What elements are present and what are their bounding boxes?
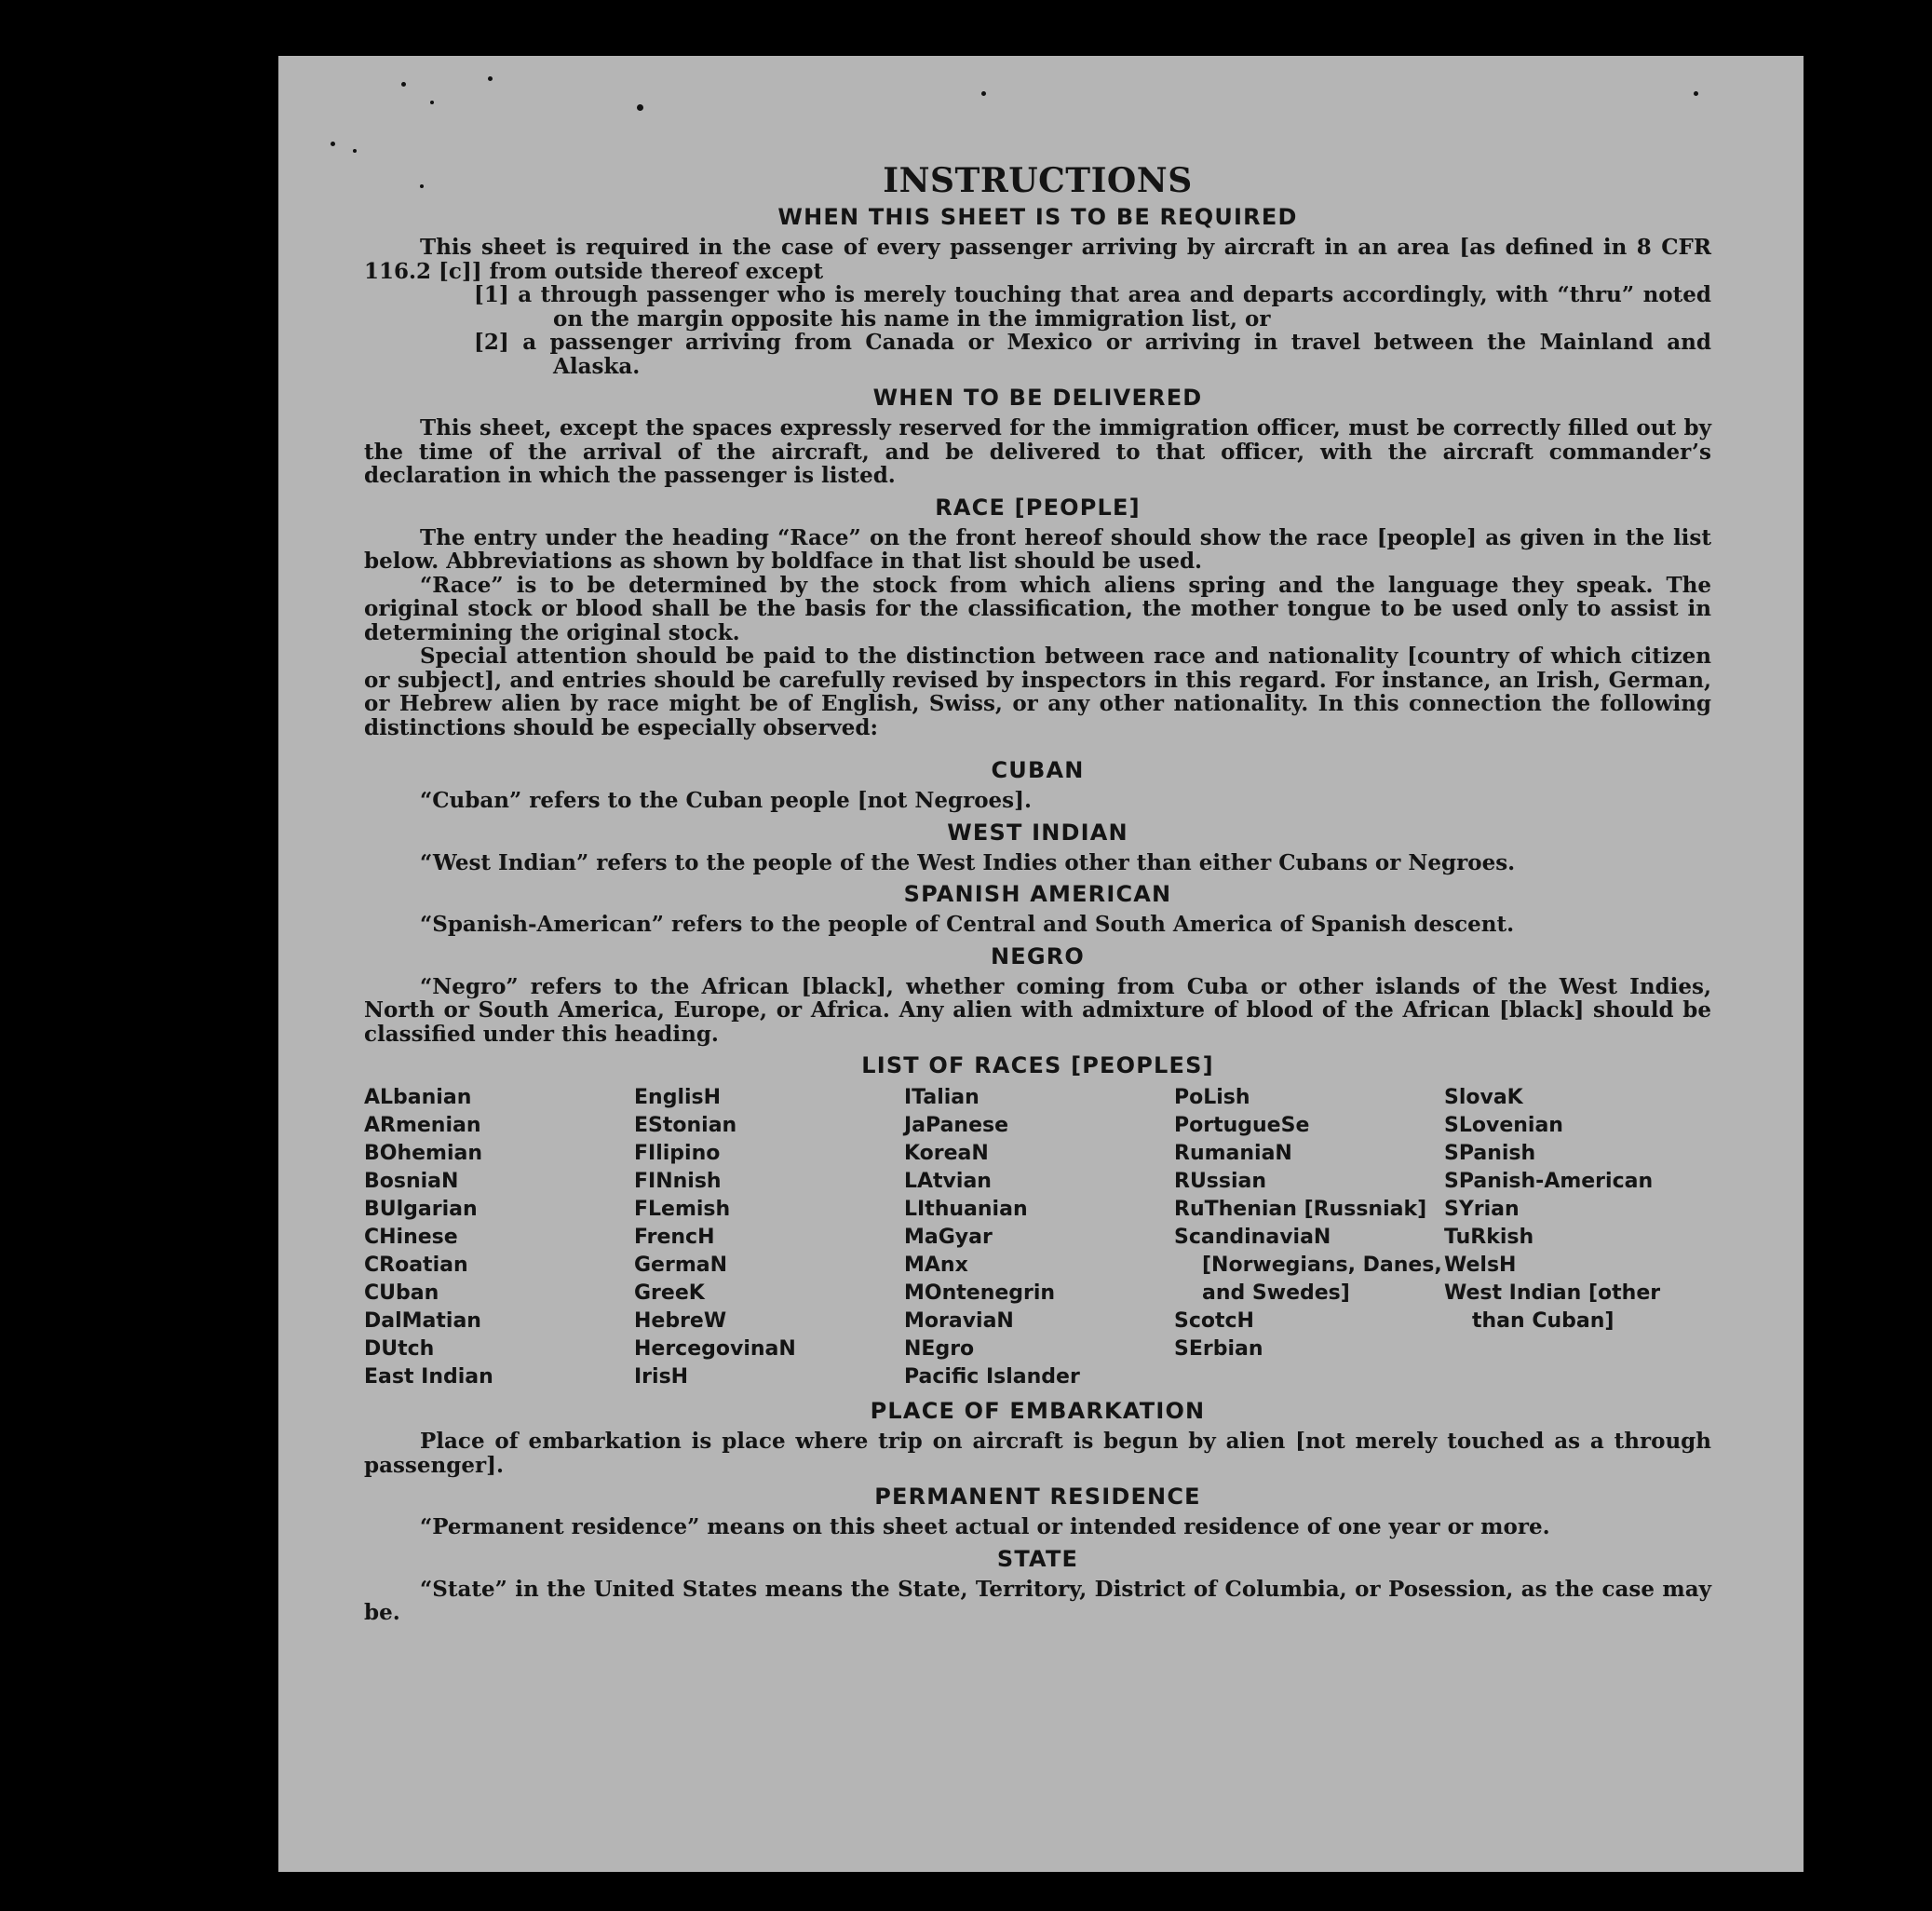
race-entry: SPanish: [1444, 1142, 1536, 1165]
race-entry: ScandinaviaN [Norwegians, Danes, and Swedes]: [1174, 1226, 1442, 1305]
instructions-body: [364, 160, 1711, 1625]
page-title: INSTRUCTIONS: [883, 161, 1193, 200]
race-entry: GermaN: [634, 1254, 728, 1277]
race-entry: LAtvian: [904, 1170, 992, 1193]
race-entry: ARmenian: [364, 1114, 481, 1137]
race-entry: FINnish: [634, 1170, 722, 1193]
race-entry: CRoatian: [364, 1254, 468, 1277]
race-entry: MoraviaN: [904, 1309, 1014, 1333]
race-entry: NEgro: [904, 1337, 975, 1361]
race-entry: CHinese: [364, 1226, 458, 1249]
heading-west-indian: WEST INDIAN: [947, 819, 1128, 846]
race-entry: TuRkish: [1444, 1226, 1534, 1249]
document-page: [278, 56, 1804, 1872]
race-entry: EnglisH: [634, 1086, 722, 1109]
west-indian-text: “West Indian” refers to the people of the West Indies other than either Cubans or Negroes.: [420, 849, 1516, 875]
race-entry: SErbian: [1174, 1337, 1263, 1361]
heading-state: STATE: [996, 1545, 1079, 1572]
race-entry: IrisH: [634, 1365, 689, 1389]
race-entry: RuThenian [Russniak]: [1174, 1198, 1427, 1221]
race-entry: MaGyar: [904, 1226, 993, 1249]
race-entry: RUssian: [1174, 1170, 1267, 1193]
race-entry: EStonian: [634, 1114, 737, 1137]
exception-item-1: [1] a through passenger who is merely touching that area and departs accordingly, with “thru” noted on the margin opposite his name in the immigration list, or: [474, 282, 1711, 332]
race-entry: CUban: [364, 1281, 439, 1305]
race-entry: ScotcH: [1174, 1309, 1254, 1333]
cuban-text: “Cuban” refers to the Cuban people [not Negroes].: [420, 788, 1033, 813]
race-entry: PortugueSe: [1174, 1114, 1310, 1137]
race-entry: JaPanese: [904, 1114, 1009, 1137]
permanent-residence-text: “Permanent residence” means on this sheet actual or intended residence of one year or more.: [420, 1514, 1550, 1539]
race-entry: HercegovinaN: [634, 1337, 796, 1361]
race-entry: Pacific Islander: [904, 1365, 1080, 1389]
race-entry: PoLish: [1174, 1086, 1250, 1109]
race-entry: BOhemian: [364, 1142, 483, 1165]
race-entry: West Indian [other than Cuban]: [1444, 1281, 1661, 1333]
scan-speck: [1694, 91, 1698, 96]
scan-speck: [981, 91, 986, 96]
heading-when-delivered: WHEN TO BE DELIVERED: [872, 385, 1203, 411]
race-entry: WelsH: [1444, 1254, 1517, 1277]
race-entry: SlovaK: [1444, 1086, 1523, 1109]
race-column-1: [364, 1084, 634, 1391]
scan-speck: [430, 101, 434, 104]
scan-speck: [401, 82, 406, 87]
race-entry: East Indian: [364, 1365, 493, 1389]
race-paragraph-2: “Race” is to be determined by the stock from which aliens spring and the language they speak. The original stock or blood shall be the basis for the classification, the mother tongue to be used only to assist in determining the original stock.: [364, 572, 1711, 645]
race-entry: RumaniaN: [1174, 1142, 1292, 1165]
race-entry: LIthuanian: [904, 1198, 1028, 1221]
race-entry: BosniaN: [364, 1170, 459, 1193]
embarkation-text: Place of embarkation is place where trip on aircraft is begun by alien [not merely touched as a through passenger].: [364, 1429, 1711, 1478]
heading-negro: NEGRO: [990, 942, 1086, 969]
race-entry: ITalian: [904, 1086, 980, 1109]
race-entry: FrencH: [634, 1226, 715, 1249]
race-entry: SPanish-American: [1444, 1170, 1654, 1193]
race-column-2: [634, 1084, 904, 1391]
race-entry: SLovenian: [1444, 1114, 1563, 1137]
race-entry: HebreW: [634, 1309, 727, 1333]
race-paragraph-3: Special attention should be paid to the distinction between race and nationality [country of which citizen or subject], and entries should be carefully revised by inspectors in this regard. For instance, an Irish, German, or Hebrew alien by race might be of English, Swiss, or any other nationality. In this connection the following distinctions should be especially observed:: [364, 644, 1711, 740]
scan-speck: [488, 76, 493, 81]
heading-embarkation: PLACE OF EMBARKATION: [870, 1398, 1206, 1424]
heading-permanent-residence: PERMANENT RESIDENCE: [874, 1484, 1201, 1510]
race-entry: KoreaN: [904, 1142, 989, 1165]
race-entry: FIlipino: [634, 1142, 721, 1165]
scan-speck: [353, 149, 357, 153]
race-entry: DalMatian: [364, 1309, 481, 1333]
when-delivered-text: This sheet, except the spaces expressly reserved for the immigration officer, must be correctly filled out by the time of the arrival of the aircraft, and be delivered to that officer, with the aircraft commander’s declaration in which the passenger is listed.: [364, 415, 1711, 488]
race-entry: DUtch: [364, 1337, 435, 1361]
heading-list-of-races: LIST OF RACES [PEOPLES]: [861, 1052, 1214, 1078]
race-entry: GreeK: [634, 1281, 705, 1305]
race-entry: MAnx: [904, 1254, 968, 1277]
negro-text: “Negro” refers to the African [black], whether coming from Cuba or other islands of the West Indies, North or South America, Europe, or Africa. Any alien with admixture of blood of the African [black] should be classified under this heading.: [364, 973, 1711, 1047]
race-list: [364, 1084, 1711, 1391]
race-entry: SYrian: [1444, 1198, 1520, 1221]
race-entry: BUlgarian: [364, 1198, 478, 1221]
race-entry: ALbanian: [364, 1086, 472, 1109]
heading-spanish-american: SPANISH AMERICAN: [903, 881, 1172, 907]
exception-item-2: [2] a passenger arriving from Canada or Mexico or arriving in travel between the Mainland and Alaska.: [474, 330, 1711, 379]
race-column-4: [1174, 1084, 1444, 1391]
race-entry: MOntenegrin: [904, 1281, 1056, 1305]
when-required-intro: This sheet is required in the case of every passenger arriving by aircraft in an area [as defined in 8 CFR 116.2 [c]] from outside thereof except: [364, 235, 1711, 284]
heading-when-required: WHEN THIS SHEET IS TO BE REQUIRED: [777, 204, 1298, 230]
race-entry: FLemish: [634, 1198, 731, 1221]
scan-speck: [331, 142, 335, 146]
spanish-american-text: “Spanish-American” refers to the people of Central and South America of Spanish descent.: [420, 912, 1515, 937]
heading-race: RACE [PEOPLE]: [935, 494, 1141, 521]
race-column-3: [904, 1084, 1174, 1391]
state-text: “State” in the United States means the State, Territory, District of Columbia, or Posession, as the case may be.: [364, 1576, 1711, 1625]
scan-speck: [637, 104, 643, 111]
heading-cuban: CUBAN: [991, 757, 1085, 783]
race-column-5: [1444, 1084, 1711, 1391]
race-paragraph-1: The entry under the heading “Race” on the front hereof should show the race [people] as given in the list below. Abbreviations as shown by boldface in that list should be used.: [364, 524, 1711, 574]
